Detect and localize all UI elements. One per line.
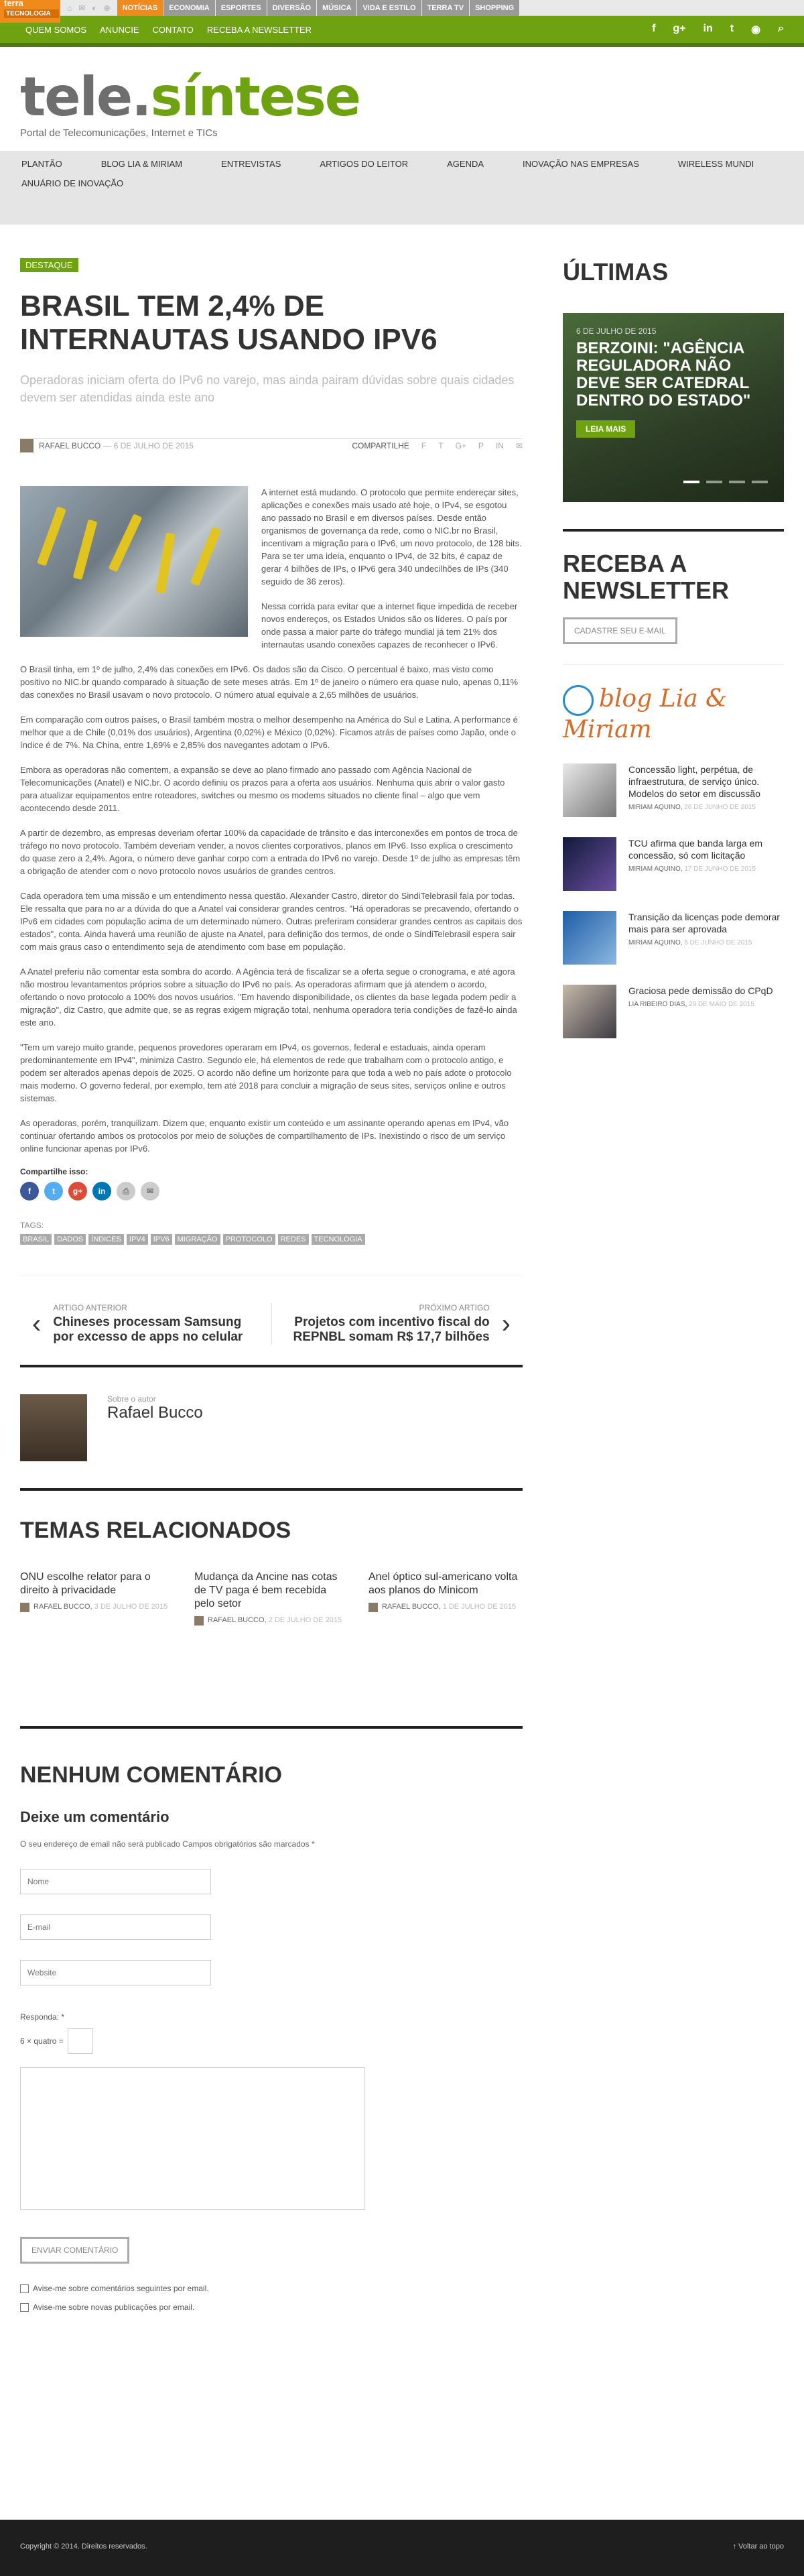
main-nav — [0, 151, 804, 225]
notify-comments-label: Avise-me sobre comentários seguintes por email. — [33, 2284, 209, 2293]
notify-comments-checkbox[interactable] — [20, 2284, 29, 2293]
featured-slider[interactable] — [563, 313, 784, 502]
blog-date: 26 DE JUNHO DE 2015 — [684, 804, 756, 811]
blog-date: 29 DE MAIO DE 2015 — [689, 1001, 754, 1008]
tag-link[interactable]: IPV6 — [151, 1234, 172, 1245]
terra-section: TECNOLOGIA — [4, 9, 59, 18]
linkedin-icon[interactable]: in — [703, 23, 713, 34]
tag-link[interactable]: PROTOCOLO — [223, 1234, 275, 1245]
tag-link[interactable]: TECNOLOGIA — [312, 1234, 365, 1245]
facebook-icon[interactable]: f — [652, 23, 656, 34]
prev-article[interactable] — [20, 1303, 271, 1345]
blog-date: 5 DE JUNHO DE 2015 — [684, 939, 752, 946]
related-author[interactable]: RAFAEL BUCCO, — [34, 1603, 92, 1611]
blog-date: 17 DE JUNHO DE 2015 — [684, 865, 756, 873]
chevron-right-icon: › — [501, 1308, 511, 1339]
terra-nav-esportes[interactable]: ESPORTES — [216, 0, 267, 16]
related-item[interactable] — [368, 1571, 523, 1626]
terra-nav-shopping[interactable]: SHOPPING — [470, 0, 520, 16]
next-title: Projetos com incentivo fiscal do REPNBL somam R$ 17,7 bilhões — [293, 1315, 490, 1344]
terra-nav-diversao[interactable]: DIVERSÃO — [267, 0, 317, 16]
paragraph: Cada operadora tem uma missão e um entendimento nessa questão. Alexander Castro, diretor do SindiTelebrasil fala por todas. Ele ressalta que para no ar a dúvida do que a Anatel vai considerar grandes centros. "Há operadoras se precavendo, ofertando o IPv6 em cidades com população acima de um determinado número. Outras preferiram considerar grandes centros as capitais dos estados", conta. Ainda haverá uma reunião de ajuste na Anatel, para definição dos termos, de onde o SindiTelebrasil espera sair com mais graus caso o entendimento seja de atendimento com base em população. — [20, 891, 523, 952]
twitter-icon[interactable]: t — [730, 23, 734, 34]
nav-plantao[interactable]: PLANTÃO — [21, 159, 62, 169]
featured-date: 6 DE JULHO DE 2015 — [576, 326, 657, 336]
paragraph: Embora as operadoras não comentem, a expansão se deve ao plano firmado ano passado com Agência Nacional de Telecomunicações (Anatel) e NIC.br. O acordo definiu os prazos para a oferta aos usuários. Nenhuma quis abrir o valor gasto para atualizar equipamentos entre roteadores, switches ou mesmo os modems situados no cliente final – algo que vem acontecendo desde 2011. — [20, 765, 505, 813]
lock-icon[interactable]: ⊕ — [103, 3, 111, 13]
linkedin-icon[interactable]: in — [92, 1182, 111, 1201]
slider-dot[interactable] — [729, 481, 745, 483]
about-label: Sobre o autor — [107, 1394, 156, 1404]
paragraph: A Anatel preferiu não comentar esta sombra do acordo. A Agência terá de fiscalizar se a oferta segue o cronograma, e até agora não mostrou levantamentos próprios sobre a situação do IPv6 no país. As operadoras afirmam que já atendem o acordo, ofertando o novo protocolo a 100% dos novos usuários. "Em havendo disponibilidade, os clientes da base legada podem pedir a migração", diz Castro, que admite que, se as regras exigem migração total, nenhuma operadora teria condições de fazê-lo ainda este ano. — [20, 967, 517, 1028]
related-heading: TEMAS RELACIONADOS — [20, 1518, 291, 1543]
article-body — [20, 486, 523, 1155]
slider-dots — [683, 481, 768, 483]
chat-icon[interactable]: ◐ — [92, 3, 97, 13]
nav-agenda[interactable]: AGENDA — [447, 159, 484, 169]
captcha-question: 6 × quatro = — [20, 2036, 64, 2046]
related-title[interactable]: Anel óptico sul-americano volta aos planos do Minicom — [368, 1571, 518, 1596]
terra-icons — [60, 3, 117, 13]
paragraph: Nessa corrida para evitar que a internet fique impedida de receber novos endereços, os Estados Unidos são os líderes. O país por onde passa a maior parte do tráfego mundial já tem 21% dos internautas usando conexões capazes de reconhecer o IPv6. — [261, 601, 518, 650]
nav-entrevistas[interactable]: ENTREVISTAS — [221, 159, 281, 169]
website-field[interactable] — [20, 1960, 211, 1985]
category-tag[interactable]: DESTAQUE — [20, 258, 78, 272]
ultimas-heading: ÚLTIMAS — [563, 258, 669, 286]
terra-nav-musica[interactable]: MÚSICA — [317, 0, 357, 16]
blog-thumb[interactable] — [563, 837, 616, 891]
tag-link[interactable]: MIGRAÇÃO — [175, 1234, 220, 1245]
sidebar — [563, 258, 784, 2312]
prev-label: ARTIGO ANTERIOR — [53, 1303, 127, 1312]
blog-author[interactable]: MIRIAM AQUINO, — [628, 865, 683, 873]
author-avatar[interactable] — [20, 439, 34, 452]
article — [20, 258, 523, 2312]
blog-title[interactable]: Concessão light, perpétua, de infraestrutura, de serviço único. Modelos do setor em discussão — [628, 764, 760, 799]
facebook-icon[interactable]: f — [20, 1182, 39, 1201]
googleplus-icon[interactable]: g+ — [673, 23, 686, 34]
twitter-icon[interactable]: t — [44, 1182, 63, 1201]
related-date: 3 DE JULHO DE 2015 — [94, 1603, 168, 1611]
nav-artigos[interactable]: ARTIGOS DO LEITOR — [320, 159, 409, 169]
author-name-link[interactable]: Rafael Bucco — [107, 1404, 203, 1422]
blog-title[interactable]: TCU afirma que banda larga em concessão, só com licitação — [628, 838, 762, 861]
terra-nav-noticias[interactable]: NOTÍCIAS — [117, 0, 164, 16]
newsletter-widget — [563, 529, 784, 644]
copyright: Copyright © 2014. Direitos reservados. — [20, 2542, 147, 2551]
facebook-icon[interactable]: F — [421, 441, 427, 450]
site-tagline: Portal de Telecomunicações, Internet e TICs — [20, 127, 218, 139]
blog-author[interactable]: MIRIAM AQUINO, — [628, 939, 683, 946]
share-label: COMPARTILHE — [352, 441, 409, 450]
notify-posts-checkbox[interactable] — [20, 2303, 29, 2312]
pinterest-icon[interactable]: P — [478, 441, 484, 450]
comment-textarea[interactable] — [20, 2067, 365, 2210]
name-field[interactable] — [20, 1869, 211, 1894]
nav-blog[interactable]: BLOG LIA & MIRIAM — [100, 159, 183, 169]
related-title[interactable]: ONU escolhe relator para o direito à privacidade — [20, 1571, 151, 1596]
nav-wireless[interactable]: WIRELESS MUNDI — [677, 159, 754, 169]
tag-link[interactable]: DADOS — [54, 1234, 86, 1245]
email-icon[interactable]: ✉ — [141, 1182, 159, 1201]
terra-nav-vida[interactable]: VIDA E ESTILO — [357, 0, 421, 16]
googleplus-icon[interactable]: g+ — [68, 1182, 87, 1201]
paragraph: "Tem um varejo muito grande, pequenos provedores operaram em IPv4, os governos, federal e estaduais, ainda operam predominantemente em IPv4", minimiza Castro. Segundo ele, há elementos de rede que trabalham com o protocolo antigo, e podem ser alterados apenas depois de 2025. O acordo não define um horizonte para que toda a web no país adote o protocolo mais moderno. O governo federal, por exemplo, tem até 2018 para concluir a migração de seus sites, serviços online e outros sistemas. — [20, 1042, 512, 1103]
next-article[interactable] — [271, 1303, 523, 1345]
terra-brand: terra — [4, 0, 23, 8]
googleplus-icon[interactable]: G+ — [455, 441, 466, 450]
nav-anuario[interactable]: ANUÁRIO DE INOVAÇÃO — [21, 178, 124, 188]
terra-nav-tv[interactable]: TERRA TV — [422, 0, 470, 16]
author-photo[interactable] — [20, 1394, 87, 1461]
blog-item[interactable] — [563, 911, 784, 965]
blog-icon — [563, 685, 594, 716]
quem-somos-link[interactable]: QUEM SOMOS — [25, 24, 87, 35]
share-buttons — [20, 1182, 523, 1201]
anuncie-link[interactable]: ANUNCIE — [100, 24, 139, 35]
blog-thumb[interactable] — [563, 911, 616, 965]
comment-form — [20, 1839, 523, 2312]
chevron-left-icon: ‹ — [32, 1308, 42, 1339]
slider-dot[interactable] — [706, 481, 722, 483]
article-title: BRASIL TEM 2,4% DE INTERNAUTAS USANDO IPV6 — [20, 290, 438, 356]
blog-title[interactable]: Graciosa pede demissão do CPqD — [628, 985, 773, 996]
captcha-label: Responda: * — [20, 2012, 65, 2022]
article-image — [20, 486, 248, 637]
blog-thumb[interactable] — [563, 763, 616, 817]
mail-icon[interactable]: ✉ — [78, 3, 86, 13]
comment-note: O seu endereço de email não será publicado Campos obrigatórios são marcados * — [20, 1839, 315, 1849]
comment-form-title: Deixe um comentário — [20, 1808, 170, 1825]
paragraph: As operadoras, porém, tranquilizam. Dizem que, enquanto existir um conteúdo e um assinante operando apenas em IPv4, vão continuar ofertando ambos os protocolos por meio de soluções de compartilhamento de IPs. Inexistindo o risco de um serviço online funcionar apenas por IPv6. — [20, 1118, 509, 1154]
twitter-icon[interactable]: T — [438, 441, 444, 450]
newsletter-signup-button[interactable]: CADASTRE SEU E-MAIL — [563, 617, 677, 644]
back-to-top-link[interactable]: ↑ Voltar ao topo — [732, 2542, 784, 2551]
tag-link[interactable]: BRASIL — [20, 1234, 52, 1245]
contato-link[interactable]: CONTATO — [152, 24, 194, 35]
search-icon[interactable]: ⌕ — [778, 23, 784, 34]
tags — [20, 1221, 523, 1245]
paragraph: Em comparação com outros países, o Brasil também mostra o melhor desempenho na América do Sul e Latina. A performance é melhor que a de Chile (0,01% dos usuários), Argentina (0,02%) e México (0,02%). Ficamos atrás de países como Japão, onde o índice é de 7%. Na China, entre 1,69% e 2,85% dos navegantes adotam o IPv6. — [20, 715, 518, 750]
footer — [0, 2520, 804, 2576]
related-item[interactable] — [194, 1571, 348, 1626]
home-icon[interactable]: ⌂ — [67, 3, 72, 13]
comments-heading: NENHUM COMENTÁRIO — [20, 1762, 282, 1788]
related-posts — [20, 1518, 523, 1729]
article-date: — 6 DE JULHO DE 2015 — [103, 441, 194, 450]
feed-icon[interactable]: ◉ — [751, 24, 761, 36]
author-avatar — [20, 1603, 29, 1612]
site-logo[interactable]: tele.síntese — [20, 66, 360, 128]
blog-item[interactable] — [563, 763, 784, 817]
post-navigation — [20, 1276, 523, 1367]
blog-item[interactable] — [563, 985, 784, 1038]
print-icon[interactable]: ⎙ — [117, 1182, 135, 1201]
related-date: 1 DE JULHO DE 2015 — [442, 1603, 517, 1611]
author-link[interactable]: RAFAEL BUCCO — [39, 441, 101, 450]
linkedin-icon[interactable]: IN — [495, 441, 504, 450]
masthead — [0, 47, 804, 151]
nav-inovacao[interactable]: INOVAÇÃO NAS EMPRESAS — [523, 159, 639, 169]
next-label: PRÓXIMO ARTIGO — [419, 1303, 490, 1312]
article-meta — [20, 438, 523, 452]
paragraph: A partir de dezembro, as empresas deveriam ofertar 100% da capacidade de trânsito e das interconexões em pontos de troca de tráfego no novo protocolo. Também deveriam vender, a novos clientes corporativos, planos em IPv6. Isso explica o crescimento do quase zero a 2,4%. Agora, o número deve ganhar corpo com a entrada do IPv6 no varejo. Desde 1º de julho as empresas têm a obrigação de atender com o novo protocolo novos usuários de grandes centros. — [20, 828, 521, 876]
related-author[interactable]: RAFAEL BUCCO, — [208, 1616, 267, 1624]
paragraph: O Brasil tinha, em 1º de julho, 2,4% das conexões em IPv6. Os dados são da Cisco. O percentual é baixo, mas visto como positivo no NIC.br quando comparado à situação de sete meses atrás. Em 1º de janeiro o número era quase nulo, apenas 0,11% das conexões no Brasil usavam o novo protocolo. O número atual equivale a 2,65 milhões de usuários. — [20, 664, 519, 700]
blog-logo[interactable]: blog Lia & Miriam — [563, 664, 784, 743]
read-more-button[interactable]: LEIA MAIS — [576, 420, 635, 438]
share-this-label: Compartilhe isso: — [20, 1167, 88, 1176]
tag-link[interactable]: IPV4 — [127, 1234, 148, 1245]
blog-author[interactable]: LIA RIBEIRO DIAS, — [628, 1001, 687, 1008]
related-author[interactable]: RAFAEL BUCCO, — [382, 1603, 441, 1611]
slider-dot[interactable] — [683, 481, 699, 483]
top-bar — [0, 16, 804, 47]
terra-nav-economia[interactable]: ECONOMIA — [163, 0, 216, 16]
blog-item[interactable] — [563, 837, 784, 891]
newsletter-link[interactable]: RECEBA A NEWSLETTER — [206, 24, 312, 35]
paragraph: A internet está mudando. O protocolo que permite endereçar sites, aplicações e conexões mais usado até hoje, o IPv4, se esgotou ano passado no Brasil e em diversos países. Desde então organismos de governança da rede, como o NIC.br no Brasil, incentivam a migração para o IPv6, um novo protocolo, de 128 bits. Para se ter uma ideia, enquanto o IPv4, de 32 bits, é capaz de gerar 4 bilhões de IPs, o IPv6 gera 340 undecilhões de IPs (340 seguido de 36 zeros). — [261, 487, 522, 587]
blog-author[interactable]: MIRIAM AQUINO, — [628, 804, 683, 811]
author-avatar — [194, 1616, 204, 1626]
comments-section — [20, 1762, 523, 2312]
featured-title[interactable]: BERZOINI: "AGÊNCIA REGULADORA NÃO DEVE SER CATEDRAL DENTRO DO ESTADO" — [576, 339, 751, 410]
submit-comment-button[interactable]: ENVIAR COMENTÁRIO — [20, 2237, 129, 2264]
captcha-input[interactable] — [68, 2028, 93, 2054]
about-author — [20, 1367, 523, 1491]
terra-bar — [0, 0, 804, 16]
email-field[interactable] — [20, 1914, 211, 1940]
mail-icon[interactable]: ✉ — [515, 441, 523, 450]
tags-label: TAGS: — [20, 1221, 44, 1230]
author-avatar — [368, 1603, 378, 1612]
article-subtitle: Operadoras iniciam oferta do IPv6 no varejo, mas ainda pairam dúvidas sobre quais cidades devem ser atendidas ainda este ano — [20, 373, 515, 404]
related-title[interactable]: Mudança da Ancine nas cotas de TV paga é bem recebida pelo setor — [194, 1571, 338, 1609]
related-date: 2 DE JULHO DE 2015 — [268, 1616, 342, 1624]
notify-posts-label: Avise-me sobre novas publicações por email. — [33, 2303, 195, 2312]
related-item[interactable] — [20, 1571, 174, 1626]
slider-dot[interactable] — [752, 481, 768, 483]
tag-link[interactable]: ÍNDICES — [88, 1234, 124, 1245]
terra-logo[interactable] — [0, 0, 60, 23]
blog-title[interactable]: Transição da licenças pode demorar mais para ser aprovada — [628, 912, 780, 934]
tag-link[interactable]: REDES — [278, 1234, 309, 1245]
blog-thumb[interactable] — [563, 985, 616, 1038]
newsletter-heading: RECEBA A NEWSLETTER — [563, 550, 729, 604]
terra-nav — [117, 0, 521, 16]
prev-title: Chineses processam Samsung por excesso de apps no celular — [53, 1315, 243, 1344]
